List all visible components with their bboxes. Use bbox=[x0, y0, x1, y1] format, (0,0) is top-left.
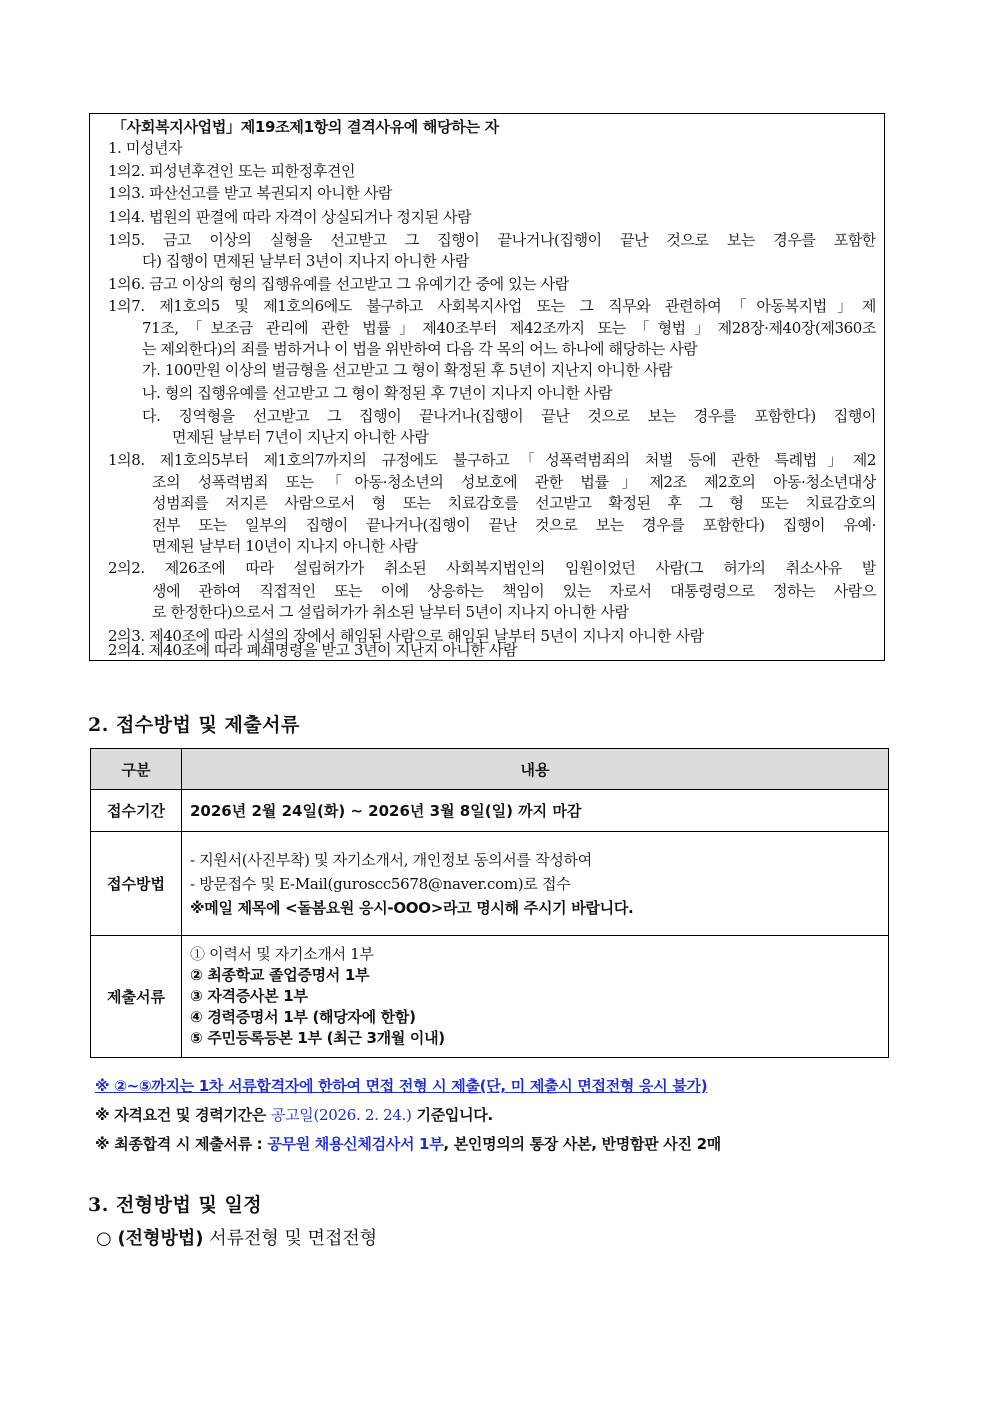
section2-heading: 2. 접수방법 및 제출서류 bbox=[88, 714, 300, 736]
method-line: - 방문접수 및 E-Mail(guroscc5678@naver.com)로 접수 bbox=[190, 874, 571, 893]
docs-label: 제출서류 bbox=[91, 936, 182, 1058]
disqualification-line: 1의2. 피성년후견인 또는 피한정후견인 bbox=[108, 162, 356, 180]
disqualification-line: 다. 징역형을 선고받고 그 집행이 끝나거나(집행이 끝난 것으로 보는 경우를 포함한다) 집행이 bbox=[142, 407, 876, 425]
disqualification-line: 면제된 날부터 10년이 지나지 아니한 사람 bbox=[152, 537, 418, 555]
note-date: 공고일(2026. 2. 24.) bbox=[270, 1106, 412, 1124]
disqualification-line: 조의 성폭력범죄 또는「아동·청소년의 성보호에 관한 법률」제2조 제2호의 아동·청소년대상 bbox=[152, 473, 876, 491]
disqualification-line: 면제된 날부터 7년이 지난지 아니한 사람 bbox=[172, 428, 429, 446]
section3-heading: 3. 전형방법 및 일정 bbox=[88, 1194, 263, 1216]
application-table bbox=[90, 748, 889, 1058]
circle-bullet-icon: ○ bbox=[96, 1228, 112, 1249]
disqualification-line: 1의3. 파산선고를 받고 복권되지 아니한 사람 bbox=[108, 184, 393, 202]
disqualification-line: 1의7. 제1호의5 및 제1호의6에도 불구하고 사회복지사업 또는 그 직무와 관련하여「아동복지법」제 bbox=[108, 297, 876, 315]
method-note: ※메일 제목에 <돌봄요원 응시-OOO>라고 명시해 주시기 바랍니다. bbox=[190, 898, 634, 917]
disqualification-line: 나. 형의 집행유예를 선고받고 그 형이 확정된 후 7년이 지나지 아니한 사람 bbox=[142, 384, 613, 402]
disqualification-line: 2의4. 제40조에 따라 폐쇄명령을 받고 3년이 지난지 아니한 사람 bbox=[108, 641, 518, 659]
disqualification-line: 1의5. 금고 이상의 실형을 선고받고 그 집행이 끝나거나(집행이 끝난 것으로 보는 경우를 포함한 bbox=[108, 231, 876, 249]
disqualification-line: 2의3. 제40조에 따라 시설의 장에서 해임된 사람으로 해임된 날부터 5년이 지나지 아니한 사람 bbox=[108, 627, 704, 645]
note-health-check: 공무원 채용신체검사서 1부 bbox=[267, 1135, 444, 1153]
disqualification-box bbox=[89, 113, 885, 661]
disqualification-line: 생에 관하여 직접적인 또는 이에 상응하는 책임이 있는 자로서 대통령령으로 정하는 사람으 bbox=[152, 582, 876, 600]
method-label: 접수방법 bbox=[91, 832, 182, 936]
doc-item: ③ 자격증사본 1부 bbox=[190, 987, 308, 1005]
disqualification-line: 다) 집행이 면제된 날부터 3년이 지나지 아니한 사람 bbox=[142, 252, 469, 270]
docs-cell bbox=[182, 936, 889, 1058]
doc-item: ⑤ 주민등록등본 1부 (최근 3개월 이내) bbox=[190, 1029, 445, 1047]
disqualification-line: 1의4. 법원의 판결에 따라 자격이 상실되거나 정지된 사람 bbox=[108, 208, 472, 226]
disqualification-line: 가. 100만원 이상의 벌금형을 선고받고 그 형이 확정된 후 5년이 지난지 아니한 사람 bbox=[142, 361, 673, 379]
doc-item: ② 최종학교 졸업증명서 1부 bbox=[190, 966, 370, 984]
selection-method-item bbox=[96, 1224, 377, 1250]
disqualification-line: 성범죄를 저지른 사람으로서 형 또는 치료감호를 선고받고 확정된 후 그 형 또는 치료감호의 bbox=[152, 494, 876, 512]
disqualification-line: 전부 또는 일부의 집행이 끝나거나(집행이 끝난 것으로 보는 경우를 포함한다) 집행이 유예· bbox=[152, 516, 876, 534]
disqualification-line: 2의2. 제26조에 따라 설립허가가 취소된 사회복지법인의 임원이었던 사람(그 허가의 취소사유 발 bbox=[108, 559, 876, 577]
note-submission: ※ ②~⑤까지는 1차 서류합격자에 한하여 면접 전형 시 제출(단, 미 제출시 면접전형 응시 불가) bbox=[95, 1077, 708, 1095]
selection-method-text: 서류전형 및 면접전형 bbox=[209, 1228, 378, 1249]
note-eligibility: ※ 자격요건 및 경력기간은 공고일(2026. 2. 24.) 기준입니다. bbox=[95, 1106, 493, 1124]
disqualification-line: 1의6. 금고 이상의 형의 집행유예를 선고받고 그 유예기간 중에 있는 사람 bbox=[108, 275, 569, 293]
box-title: 「사회복지사업법」제19조제1항의 결격사유에 해당하는 자 bbox=[112, 118, 499, 136]
disqualification-line: 는 제외한다)의 죄를 범하거나 이 법을 위반하여 다음 각 목의 어느 하나에 해당하는 사람 bbox=[142, 340, 698, 358]
selection-method-label: (전형방법) bbox=[117, 1228, 204, 1249]
doc-item: ① 이력서 및 자기소개서 1부 bbox=[190, 945, 374, 963]
disqualification-line: 로 한정한다)으로서 그 설립허가가 취소된 날부터 5년이 지나지 아니한 사람 bbox=[152, 603, 629, 621]
period-label: 접수기간 bbox=[91, 790, 182, 832]
period-value: 2026년 2월 24일(화) ~ 2026년 3월 8일(일) 까지 마감 bbox=[182, 790, 889, 832]
table-header-category: 구분 bbox=[91, 749, 182, 790]
doc-item: ④ 경력증명서 1부 (해당자에 한함) bbox=[190, 1008, 416, 1026]
method-cell bbox=[182, 832, 889, 936]
disqualification-line: 1의8. 제1호의5부터 제1호의7까지의 규정에도 불구하고「성폭력범죄의 처벌 등에 관한 특례법」제2 bbox=[108, 451, 876, 469]
disqualification-line: 1. 미성년자 bbox=[108, 139, 183, 157]
note-final: ※ 최종합격 시 제출서류 : 공무원 채용신체검사서 1부, 본인명의의 통장 사본, 반명함판 사진 2매 bbox=[95, 1135, 721, 1153]
method-line: - 지원서(사진부착) 및 자기소개서, 개인정보 동의서를 작성하여 bbox=[190, 850, 592, 869]
table-header-content: 내용 bbox=[182, 749, 889, 790]
disqualification-line: 71조,「보조금 관리에 관한 법률」제40조부터 제42조까지 또는「형법」제28장·제40장(제360조 bbox=[142, 319, 876, 337]
